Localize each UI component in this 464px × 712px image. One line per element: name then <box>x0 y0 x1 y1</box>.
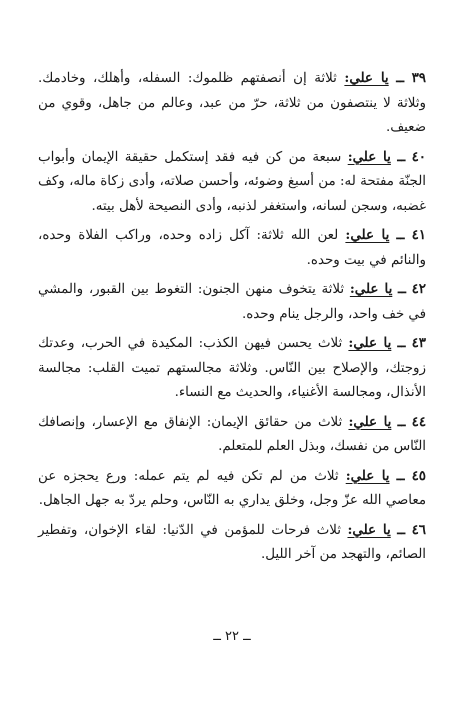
paragraph-text: ثلاث من حقائق الإيمان: الإنفاق مع الإعسار، وإنصافك النّاس من نفسك، وبذل العلم للمتعلم. <box>38 414 426 454</box>
paragraph-dash: ــ <box>396 70 405 86</box>
hadith-paragraph-43 <box>38 331 426 406</box>
address-label: يا علي: <box>344 70 389 86</box>
address-label: يا علي: <box>347 521 391 538</box>
hadith-paragraph-42 <box>38 277 426 327</box>
paragraph-text: ثلاث فرحات للمؤمن في الدّنيا: لقاء الإخوان، وتفطير الصائم، والتهجد من آخر الليل. <box>38 522 426 562</box>
address-label: يا علي: <box>348 335 392 351</box>
page-body <box>38 66 426 572</box>
paragraph-dash: ــ <box>396 227 405 243</box>
paragraph-text: ثلاثة إن أنصفتهم ظلموك: السفله، وأهلك، وخادمك. وثلاثة لا ينتصفون من ثلاثة، حرّ من عبد، وعالم من جاهل، وقوي من ضعيف. <box>38 71 426 135</box>
paragraph-text: سبعة من كن فيه فقد إستكمل حقيقة الإيمان وأبواب الجنّة مفتحة له: من أسبغ وضوئه، وأحسن صلاته، وأدى زكاة ماله، وكف غضبه، وسجن لسانه، واستغفر لذنبه، وأدى النصيحة لأهل بيته. <box>38 149 426 214</box>
paragraph-dash: ــ <box>397 413 406 430</box>
hadith-paragraph-41 <box>38 223 426 273</box>
paragraph-dash: ــ <box>397 521 406 538</box>
paragraph-number: ٤٦ <box>411 521 426 538</box>
address-label: يا علي: <box>349 281 393 297</box>
paragraph-number: ٣٩ <box>411 70 426 86</box>
paragraph-text: ثلاثة يتخوف منهن الجنون: التغوط بين القبور، والمشي في خف واحد، والرجل ينام وحده. <box>38 282 426 322</box>
paragraph-number: ٤٣ <box>411 335 426 351</box>
paragraph-dash: ــ <box>397 335 406 351</box>
hadith-paragraph-46 <box>38 518 426 568</box>
paragraph-number: ٤٠ <box>411 148 426 165</box>
hadith-paragraph-39 <box>38 66 426 141</box>
hadith-paragraph-45 <box>38 464 426 514</box>
paragraph-text: لعن الله ثلاثة: آكل زاده وحده، وراكب الفلاة وحده، والنائم في بيت وحده. <box>38 228 426 268</box>
paragraph-text: ثلاث من لم تكن فيه لم يتم عمله: ورع يحجزه عن معاصي الله عزّ وجل، وخلق يداري به النّاس، وحلم يردّ به جهل الجاهل. <box>38 468 426 508</box>
paragraph-dash: ــ <box>398 281 406 297</box>
paragraph-number: ٤١ <box>411 227 426 243</box>
address-label: يا علي: <box>345 467 390 484</box>
address-label: يا علي: <box>347 148 391 165</box>
paragraph-text: ثلاث يحسن فيهن الكذب: المكيدة في الحرب، وعدتك زوجتك، والإصلاح بين النّاس. وثلاثة مجالستهم تميت القلب: مجالسة الأنذال، ومجالسة الأغنياء، والحديث مع النساء. <box>38 336 426 400</box>
address-label: يا علي: <box>348 413 392 430</box>
hadith-paragraph-44 <box>38 410 426 460</box>
page-number: ــ ٢٢ ــ <box>213 629 251 644</box>
paragraph-number: ٤٥ <box>411 467 426 484</box>
paragraph-dash: ــ <box>396 467 405 484</box>
paragraph-number: ٤٢ <box>411 281 426 297</box>
hadith-paragraph-40 <box>38 145 426 220</box>
paragraph-dash: ــ <box>397 148 406 165</box>
paragraph-number: ٤٤ <box>411 413 427 430</box>
address-label: يا علي: <box>345 227 390 243</box>
